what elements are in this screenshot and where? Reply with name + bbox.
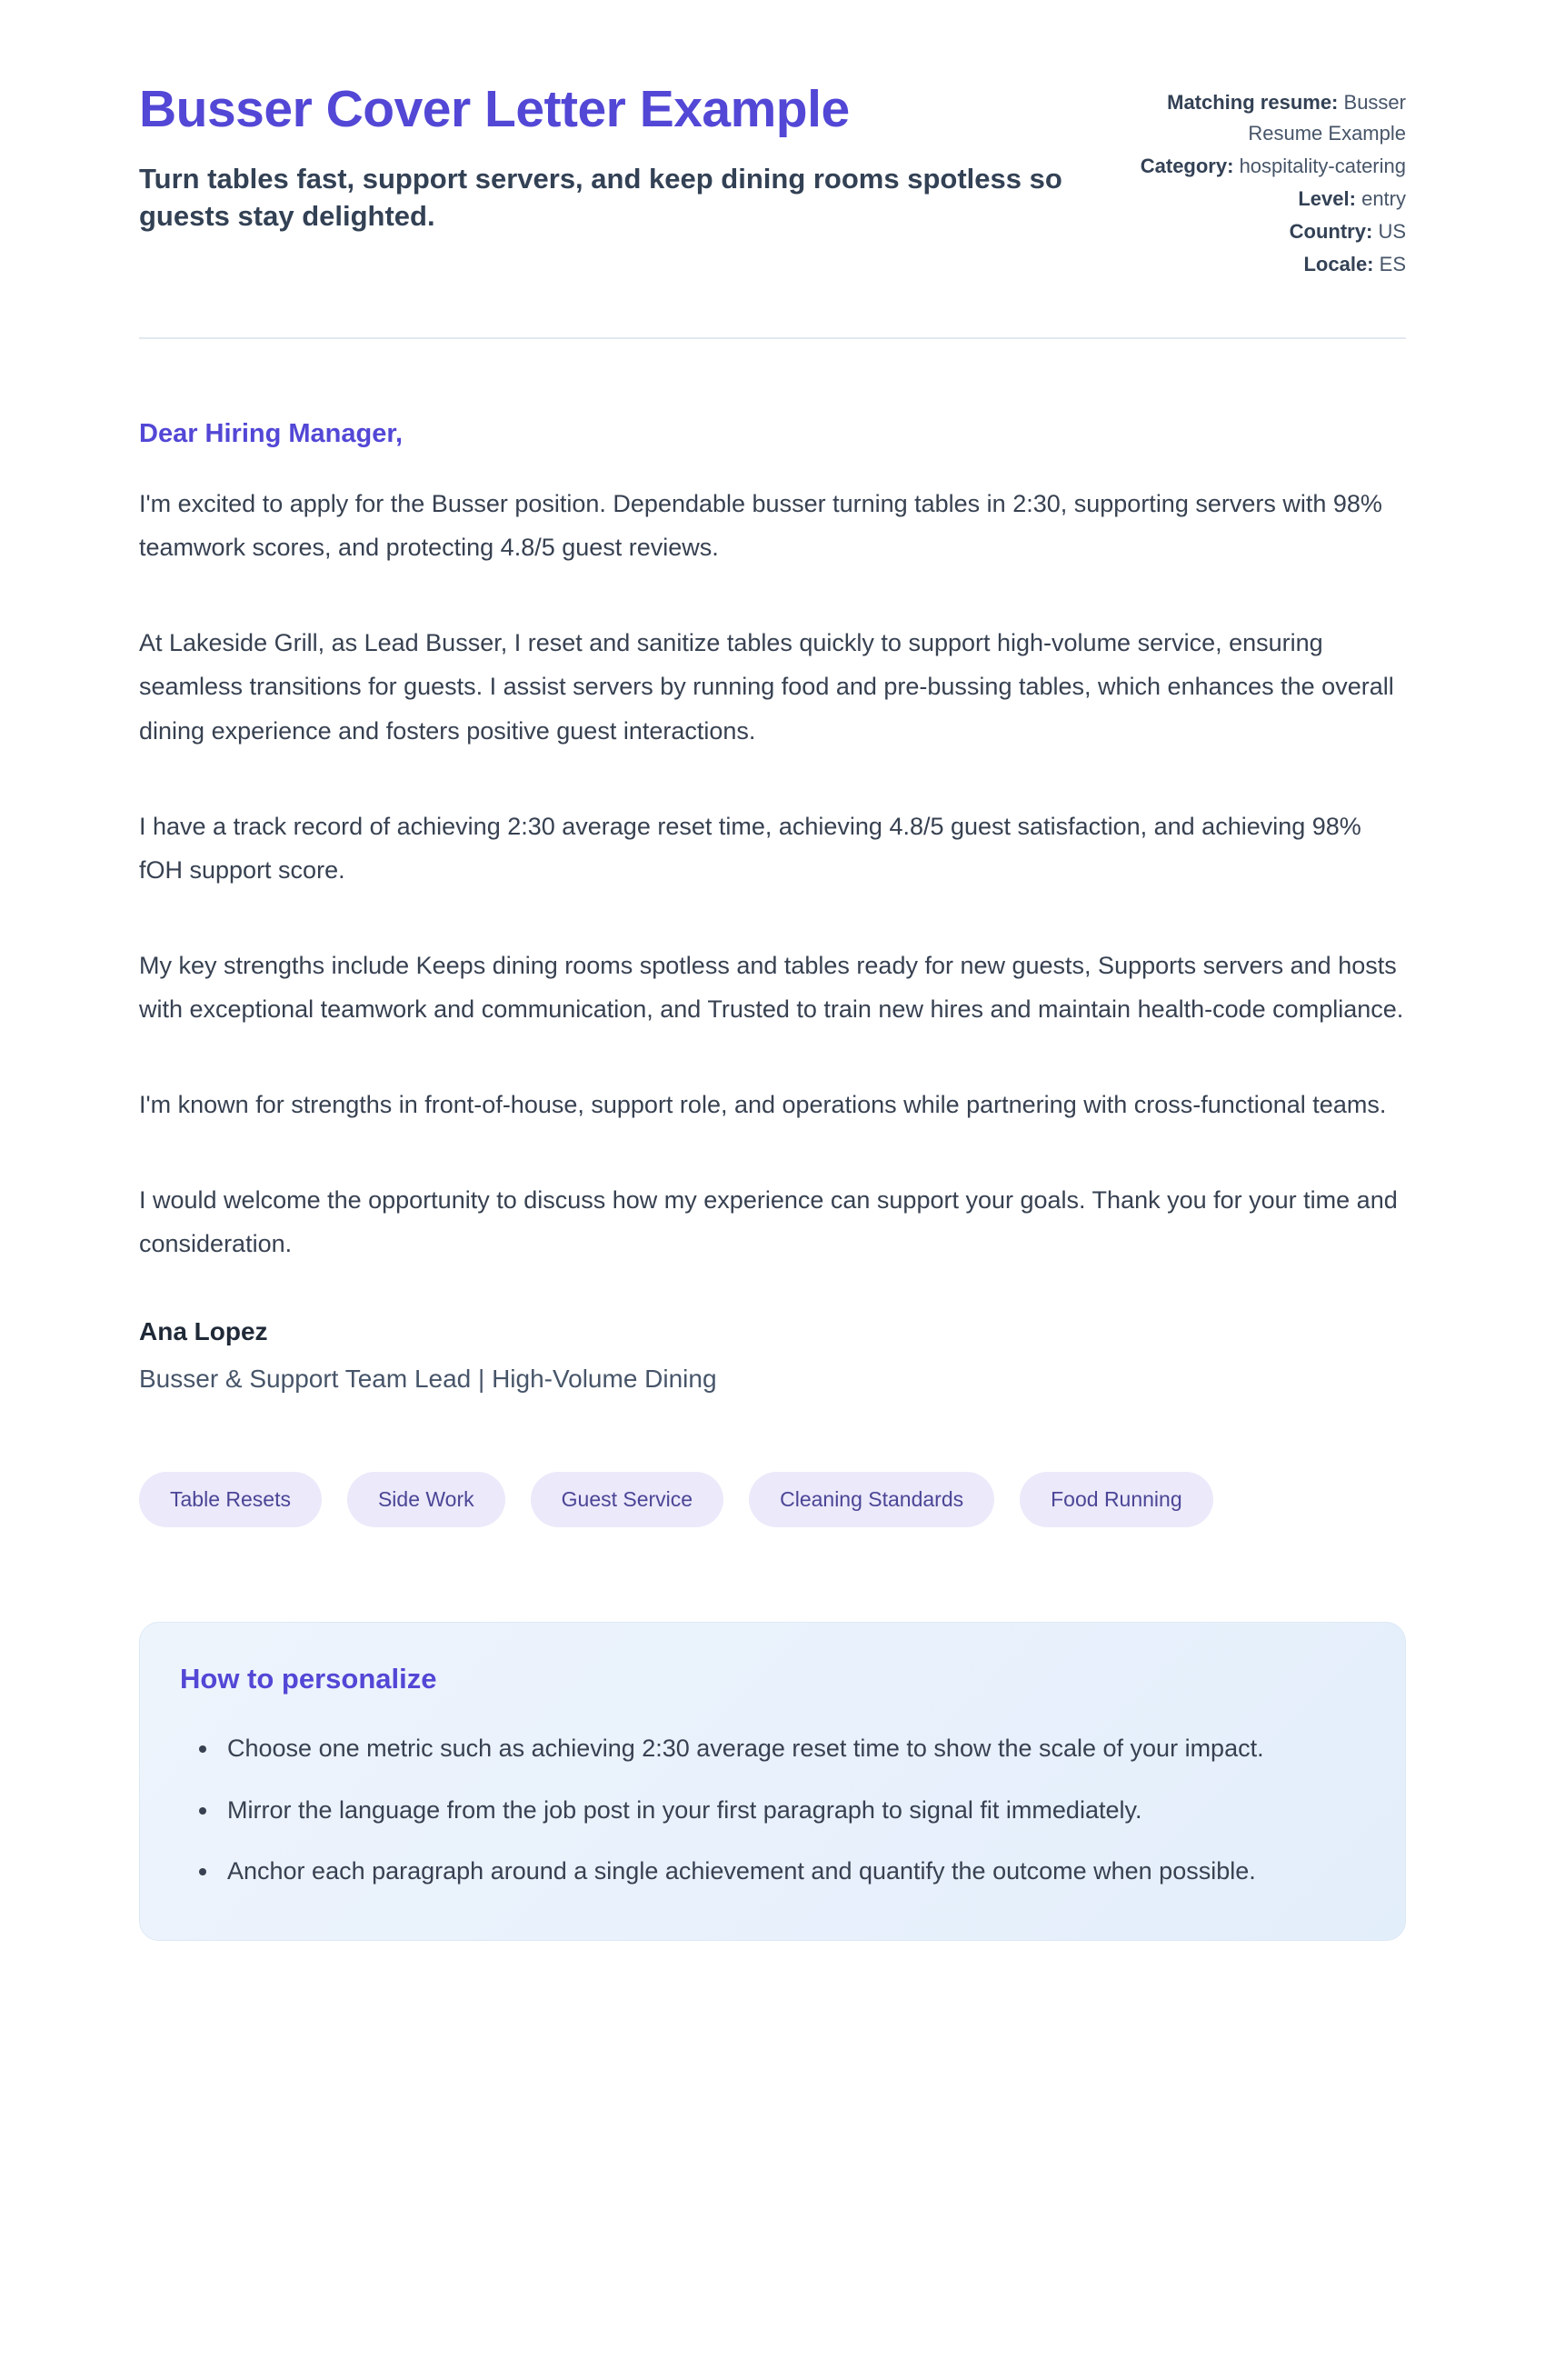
meta-label: Country: [1289,220,1373,244]
meta-row-country [1133,216,1406,247]
skill-tag-cleaning-standards: Cleaning Standards [749,1472,994,1527]
meta-value: Busser Resume Example [1248,91,1406,145]
meta-row-matching-resume [1133,87,1406,149]
letter-paragraph: My key strengths include Keeps dining rooms spotless and tables ready for new guests, Supports servers and hosts with exceptional teamwork and communication, and Trusted to train new hires and maintain health-code compliance. [139,951,1404,1024]
meta-value: entry [1361,187,1406,211]
signature-name: Ana Lopez [139,1316,268,1345]
personalize-tips-box [139,1622,1406,1942]
tips-title: How to personalize [180,1662,437,1695]
meta-row-category [1133,151,1406,182]
divider [139,337,1406,339]
skill-tag-table-resets: Table Resets [139,1472,322,1527]
cover-letter-body [139,419,1406,1394]
meta-label: Level: [1298,187,1356,211]
tip-item: • Anchor each paragraph around a single achievement and quantify the outcome when possible. [220,1851,1361,1893]
signature-role: Busser & Support Team Lead | High-Volume Dining [139,1364,717,1393]
skill-tags [139,1472,1406,1527]
letter-paragraph: I'm excited to apply for the Busser position. Dependable busser turning tables in 2:30, supporting servers with 98% teamwork scores, and protecting 4.8/5 guest reviews. [139,489,1382,562]
meta-value: hospitality-catering [1239,155,1406,178]
meta-label: Locale: [1303,253,1374,276]
meta-label: Category: [1140,155,1234,178]
letter-paragraph: I would welcome the opportunity to discuss how my experience can support your goals. Thank you for your time and consideration. [139,1185,1398,1258]
content-container [139,0,1406,1941]
letter-paragraph: I have a track record of achieving 2:30 average reset time, achieving 4.8/5 guest satisfaction, and achieving 98% fOH support score. [139,812,1361,885]
page-title: Busser Cover Letter Example [139,80,850,138]
skill-tag-guest-service: Guest Service [531,1472,723,1527]
meta-row-locale [1133,249,1406,280]
resume-meta [1133,80,1406,283]
tip-item: • Choose one metric such as achieving 2:30 average reset time to show the scale of your impact. [220,1728,1361,1770]
meta-label: Matching resume: [1167,91,1339,114]
tips-list [180,1728,1361,1894]
letter-paragraph: I'm known for strengths in front-of-house, support role, and operations while partnering with cross-functional teams. [139,1090,1387,1118]
salutation: Dear Hiring Manager, [139,418,404,448]
tip-item: • Mirror the language from the job post in your first paragraph to signal fit immediately. [220,1790,1361,1832]
header [139,80,1406,283]
skill-tag-food-running: Food Running [1020,1472,1213,1527]
meta-row-level [1133,184,1406,215]
page-subtitle: Turn tables fast, support servers, and keep dining rooms spotless so guests stay delighted. [139,162,1062,233]
header-title-block [139,80,1084,235]
meta-value: ES [1379,253,1406,276]
letter-paragraph: At Lakeside Grill, as Lead Busser, I reset and sanitize tables quickly to support high-volume service, ensuring seamless transitions for guests. I assist servers by running food and pre-bussing tables, which enhances the overall dining experience and fosters positive guest interactions. [139,628,1394,745]
skill-tag-side-work: Side Work [347,1472,505,1527]
meta-value: US [1378,220,1406,244]
